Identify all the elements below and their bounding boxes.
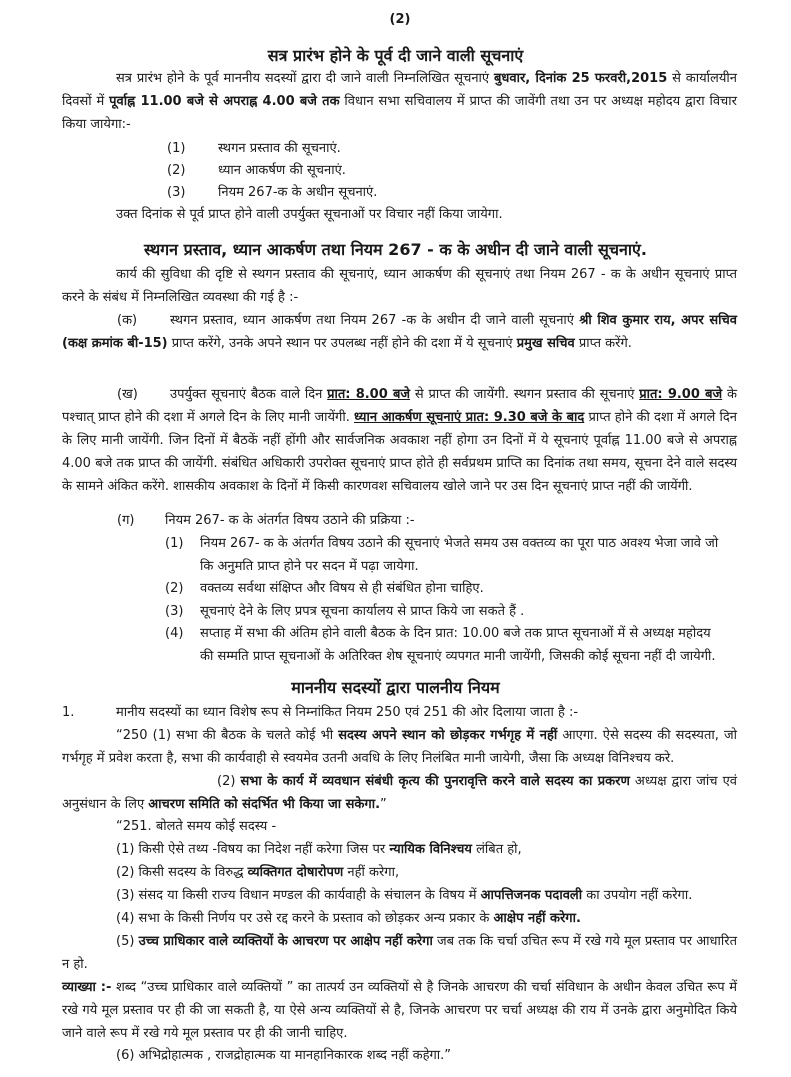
text-run: से कार्यालयीन दिवसों में xyxy=(62,71,737,109)
list-item: नियम 267- क के अंतर्गत विषय उठाने की सूचनाएं भेजते समय उस वक्तव्य का पूरा पाठ अवश्य भेजा जावे जो कि अनुमति प्राप्त होने पर सदन में पढ़ा जायेगा. xyxy=(200,536,719,574)
text-run: (3) संसद या किसी राज्य विधान मण्डल की कार्यवाही के संचालन के विषय में xyxy=(116,888,481,903)
text-run: अध्यक्ष द्वारा जांच एवं अनुसंधान के लिए xyxy=(62,774,738,812)
text-run: लंबित हो, xyxy=(471,842,522,857)
list-item: सप्ताह में सभा की अंतिम होने वाली बैठक के दिन प्रात: 10.00 बजे तक प्राप्त सूचनाओं में से अध्यक्ष महोदय की सम्मति प्राप्त सूचनाओं के अतिरिक्त शेष सूचनाएं व्यपगत मानी जायेंगी, जिसकी कोई सूचना नहीं दी जायेगी. xyxy=(200,626,716,664)
rule-251 xyxy=(116,815,736,838)
list-item: नियम 267-क के अधीन सूचनाएं. xyxy=(218,185,378,200)
paragraph-arrangement xyxy=(62,263,737,309)
heading-pre-session-notices: सत्र प्रारंभ होने के पूर्व दी जाने वाली सूचनाएं xyxy=(267,46,524,65)
ga-title: नियम 267- क के अंतर्गत विषय उठाने की प्रक्रिया :- xyxy=(165,513,415,528)
emphasized-text: आचरण समिति को संदर्भित भी किया जा सकेगा. xyxy=(148,797,381,812)
text-run: प्राप्त करेंगे, उनके अपने स्थान पर उपलब्ध नहीं होने की दशा में ये सूचनाएं xyxy=(167,336,517,351)
text-run: (5) xyxy=(116,934,139,949)
list-number: (2) xyxy=(167,163,186,178)
list-item: सूचनाएं देने के लिए प्रपत्र सूचना कार्यालय से प्राप्त किये जा सकते हैं . xyxy=(200,604,525,619)
text-run: उक्त दिनांक से पूर्व प्राप्त होने वाली उपर्युक्त सूचनाओं पर विचार नहीं किया जायेगा. xyxy=(116,207,503,222)
emphasized-text: प्रमुख सचिव xyxy=(516,336,575,351)
paragraph-intro xyxy=(62,67,737,136)
text-run: आएगा. ऐसे सदस्य की सदस्यता, जो गर्भगृह में प्रवेश करता है, सभा की कार्यवाही से स्वयमेव उतनी अवधि के लिए निलंबित मानी जायेगी, जैसा कि अध्यक्ष विनिश्चय करे. xyxy=(62,728,737,766)
emphasized-text: प्रात: 8.00 बजे xyxy=(327,387,411,402)
rule-251-4 xyxy=(116,907,736,930)
label-one: 1. xyxy=(62,705,75,720)
text-run: (2) xyxy=(217,774,241,789)
label-ka: (क) xyxy=(117,313,138,328)
paragraph-kha xyxy=(62,383,737,498)
paragraph-prior-notices xyxy=(116,203,736,226)
text-run: के पश्चात् प्राप्त होने की दशा में अगले दिन के लिए मानी जायेंगी. xyxy=(62,387,737,425)
text-run: का उपयोग नहीं करेगा. xyxy=(582,888,693,903)
emphasized-text: व्यक्तिगत दोषारोपण xyxy=(247,865,344,880)
text-run: विधान सभा सचिवालय में प्राप्त की जावेंगी तथा उन पर अध्यक्ष महोदय द्वारा विचार किया जायेगा:- xyxy=(62,94,737,132)
list-number: (3) xyxy=(165,604,184,619)
text-run: (6) अभिद्रोहात्मक , राजद्रोहात्मक या मानहानिकारक शब्द नहीं कहेगा.” xyxy=(116,1048,452,1063)
text-run: (4) सभा के किसी निर्णय पर उसे रद्द करने के प्रस्ताव को छोड़कर अन्य प्रकार के xyxy=(116,911,494,926)
paragraph-rules-intro xyxy=(116,701,736,724)
emphasized-text: न्यायिक विनिश्चय xyxy=(389,842,472,857)
list-item: ध्यान आकर्षण की सूचनाएं. xyxy=(218,163,346,178)
list-item: स्थगन प्रस्ताव की सूचनाएं. xyxy=(218,141,341,156)
heading-adjournment-notices: स्थगन प्रस्ताव, ध्यान आकर्षण तथा नियम 267 - क के अधीन दी जाने वाली सूचनाएं. xyxy=(144,240,647,259)
text-run: मानीय सदस्यों का ध्यान विशेष रूप से निम्नांकित नियम 250 एवं 251 की ओर दिलाया जाता है :- xyxy=(116,705,579,720)
rule-251-5 xyxy=(62,930,737,976)
emphasized-text: ध्यान आकर्षण सूचनाएं प्रात: 9.30 बजे के बाद xyxy=(354,410,585,425)
rule-251-3 xyxy=(116,884,741,907)
emphasized-text: व्याख्या :- xyxy=(62,980,112,995)
text-run: (1) किसी ऐसे तथ्य -विषय का निदेश नहीं करेगा जिस पर xyxy=(116,842,390,857)
emphasized-text: आक्षेप नहीं करेगा. xyxy=(493,911,581,926)
emphasized-text: प्रात: 9.00 बजे xyxy=(639,387,723,402)
label-ga: (ग) xyxy=(117,513,135,528)
text-run: नहीं करेगा, xyxy=(343,865,400,880)
text-run: उपर्युक्त सूचनाएं बैठक वाले दिन xyxy=(170,387,328,402)
text-run: प्राप्त होने की दशा में अगले दिन के लिए मानी जायेंगी. जिन दिनों में बैठकें नहीं होंगी और सार्वजनिक अवकाश नहीं होगा उन दिनों में ये सूचनाएं पूर्वाह्न 11.00 बजे से अपराह्न 4.00 बजे तक प्राप्त की जायेंगी. संबंधित अधिकारी उपरोक्त सूचनाएं प्राप्त होते ही सर्वप्रथम प्राप्ति का दिनांक तथा समय, सूचना देने वाले सदस्य के सामने अंकित करेंगे. शासकीय अवकाश के दिनों में किसी कारणवश सचिवालय खोले जाने पर उस दिन सूचनाएं प्राप्त नहीं की जायेंगी. xyxy=(62,410,737,494)
emphasized-text: बुधवार, दिनांक 25 फरवरी,2015 xyxy=(493,71,668,86)
text-run: “251. बोलते समय कोई सदस्य - xyxy=(116,819,277,834)
text-run: सत्र प्रारंभ होने के पूर्व माननीय सदस्यों द्वारा दी जाने वाली निम्नलिखित सूचनाएं xyxy=(116,71,494,86)
rule-250-1 xyxy=(62,724,737,770)
text-run: जब तक कि चर्चा उचित रूप में रखे गये मूल प्रस्ताव पर आधारित न हो. xyxy=(62,934,737,972)
list-number: (3) xyxy=(167,185,186,200)
paragraph-ka xyxy=(62,309,737,355)
rule-251-2 xyxy=(116,861,736,884)
text-run: कार्य की सुविधा की दृष्टि से स्थगन प्रस्ताव की सूचनाएं, ध्यान आकर्षण की सूचनाएं तथा नियम 267 - क के अधीन सूचनाएं प्राप्त करने के संबंध में निम्नलिखित व्यवस्था की गई है :- xyxy=(62,267,737,305)
page-number: (2) xyxy=(389,12,411,27)
emphasized-text: उच्च प्राधिकार वाले व्यक्तियों के आचरण पर आक्षेप नहीं करेगा xyxy=(138,934,433,949)
label-kha: (ख) xyxy=(117,387,138,402)
emphasized-text: पूर्वाह्न 11.00 बजे से अपराह्न 4.00 बजे तक xyxy=(109,94,340,109)
text-run: “250 (1) सभा की बैठक के चलते कोई भी xyxy=(116,728,339,743)
text-run: स्थगन प्रस्ताव, ध्यान आकर्षण तथा नियम 267 -क के अधीन दी जाने वाली सूचनाएं xyxy=(170,313,580,328)
list-number: (4) xyxy=(165,626,184,641)
list-item: वक्तव्य सर्वथा संक्षिप्त और विषय से ही संबंधित होना चाहिए. xyxy=(200,581,484,596)
emphasized-text: सभा के कार्य में व्यवधान संबंधी कृत्य की पुनरावृत्ति करने वाले सदस्य का प्रकरण xyxy=(240,774,630,789)
emphasized-text: आपत्तिजनक पदावली xyxy=(480,888,583,903)
rule-251-6 xyxy=(116,1044,736,1067)
text-run: प्राप्त करेंगे. xyxy=(574,336,632,351)
heading-member-rules: माननीय सदस्यों द्वारा पालनीय नियम xyxy=(291,678,500,697)
text-run: ” xyxy=(380,797,387,812)
text-run: शब्द “उच्च प्राधिकार वाले व्यक्तियों ” का तात्पर्य उन व्यक्तियों से है जिनके आचरण की चर्चा संविधान के अधीन केवल उचित रूप में रखे गये मूल प्रस्ताव पर ही की जा सकती है, या ऐसे अन्य व्यक्तियों से है, जिनके आचरण पर चर्चा अध्यक्ष की राय में उनके द्वारा अनुमोदित किये जाने वाले रूप में रखे गये मूल प्रस्ताव पर ही की जानी चाहिए. xyxy=(62,980,737,1041)
list-number: (1) xyxy=(167,141,186,156)
text-run: से प्राप्त की जायेंगी. स्थगन प्रस्ताव की सूचनाएं xyxy=(410,387,640,402)
emphasized-text: सदस्य अपने स्थान को छोड़कर गर्भगृह में नहीं xyxy=(338,728,558,743)
emphasized-text: श्री शिव कुमार राय, अपर सचिव (कक्ष क्रमांक बी-15) xyxy=(62,313,738,351)
rule-250-2 xyxy=(62,770,737,816)
rule-251-1 xyxy=(116,838,736,861)
list-number: (2) xyxy=(165,581,184,596)
text-run: (2) किसी सदस्य के विरुद्ध xyxy=(116,865,248,880)
list-number: (1) xyxy=(165,536,184,551)
explanation xyxy=(62,976,737,1045)
